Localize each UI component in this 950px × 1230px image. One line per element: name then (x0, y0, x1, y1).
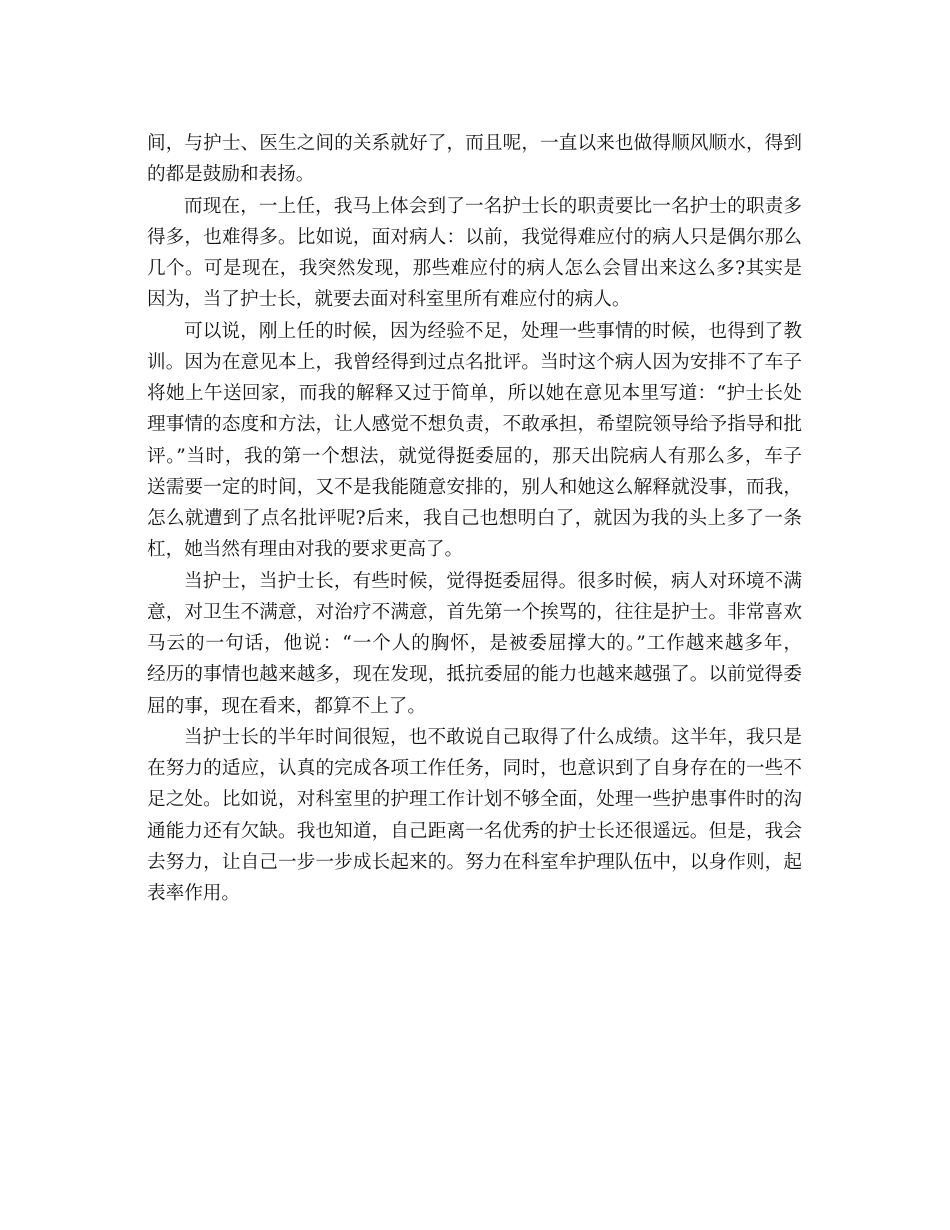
text-line: 在努力的适应，认真的完成各项工作任务，同时，也意识到了自身存在的一些不 (147, 758, 802, 779)
text-line: 将她上午送回家，而我的解释又过于简单，所以她在意见本里写道：“护士长处 (147, 383, 802, 404)
paragraph-1 (147, 128, 802, 191)
text-line: 的都是鼓励和表扬。 (147, 164, 315, 186)
text-line: 表率作用。 (147, 883, 240, 904)
text-line: 足之处。比如说，对科室里的护理工作计划不够全面，处理一些护患事件时的沟 (147, 789, 802, 811)
text-line: 因为，当了护士长，就要去面对科室里所有难应付的病人。 (147, 289, 631, 311)
text-line: 送需要一定的时间，又不是我能随意安排的，别人和她这么解释就没事，而我， (147, 476, 802, 498)
text-line: 训。因为在意见本上，我曾经得到过点名批评。当时这个病人因为安排不了车子 (147, 351, 802, 373)
document-body (147, 128, 802, 909)
text-line: 理事情的态度和方法，让人感觉不想负责，不敢承担，希望院领导给予指导和批 (147, 414, 802, 436)
text-line: 经历的事情也越来越多，现在发现，抵抗委屈的能力也越来越强了。以前觉得委 (147, 664, 802, 686)
text-line: 去努力，让自己一步一步成长起来的。努力在科室牟护理队伍中，以身作则，起 (147, 851, 802, 873)
paragraph-5 (147, 722, 802, 910)
text-line: 可以说，刚上任的时候，因为经验不足，处理一些事情的时候，也得到了教 (184, 320, 802, 342)
text-line: 怎么就遭到了点名批评呢?后来，我自己也想明白了，就因为我的头上多了一条 (147, 508, 802, 529)
text-line: 而现在，一上任，我马上体会到了一名护士长的职责要比一名护士的职责多 (184, 195, 802, 217)
text-line: 几个。可是现在，我突然发现，那些难应付的病人怎么会冒出来这么多?其实是 (147, 258, 802, 279)
paragraph-4 (147, 566, 802, 722)
text-line: 当护士长的半年时间很短，也不敢说自己取得了什么成绩。这半年，我只是 (184, 726, 802, 748)
text-line: 评。”当时，我的第一个想法，就觉得挺委屈的，那天出院病人有那么多，车子 (147, 445, 802, 467)
text-line: 意，对卫生不满意，对治疗不满意，首先第一个挨骂的，往往是护士。非常喜欢 (147, 601, 802, 623)
text-line: 通能力还有欠缺。我也知道，自己距离一名优秀的护士长还很遥远。但是，我会 (147, 820, 802, 842)
text-line: 间，与护士、医生之间的关系就好了，而且呢，一直以来也做得顺风顺水，得到 (147, 133, 802, 154)
text-line: 当护士，当护士长，有些时候，觉得挺委屈得。很多时候，病人对环境不满 (184, 570, 802, 592)
paragraph-3 (147, 316, 802, 566)
text-line: 马云的一句话，他说：“一个人的胸怀，是被委屈撑大的。”工作越来越多年， (147, 633, 802, 654)
text-line: 得多，也难得多。比如说，面对病人：以前，我觉得难应付的病人只是偶尔那么 (147, 226, 802, 248)
text-line: 杠，她当然有理由对我的要求更高了。 (147, 539, 464, 561)
paragraph-2 (147, 191, 802, 316)
text-line: 屈的事，现在看来，都算不上了。 (147, 695, 426, 717)
